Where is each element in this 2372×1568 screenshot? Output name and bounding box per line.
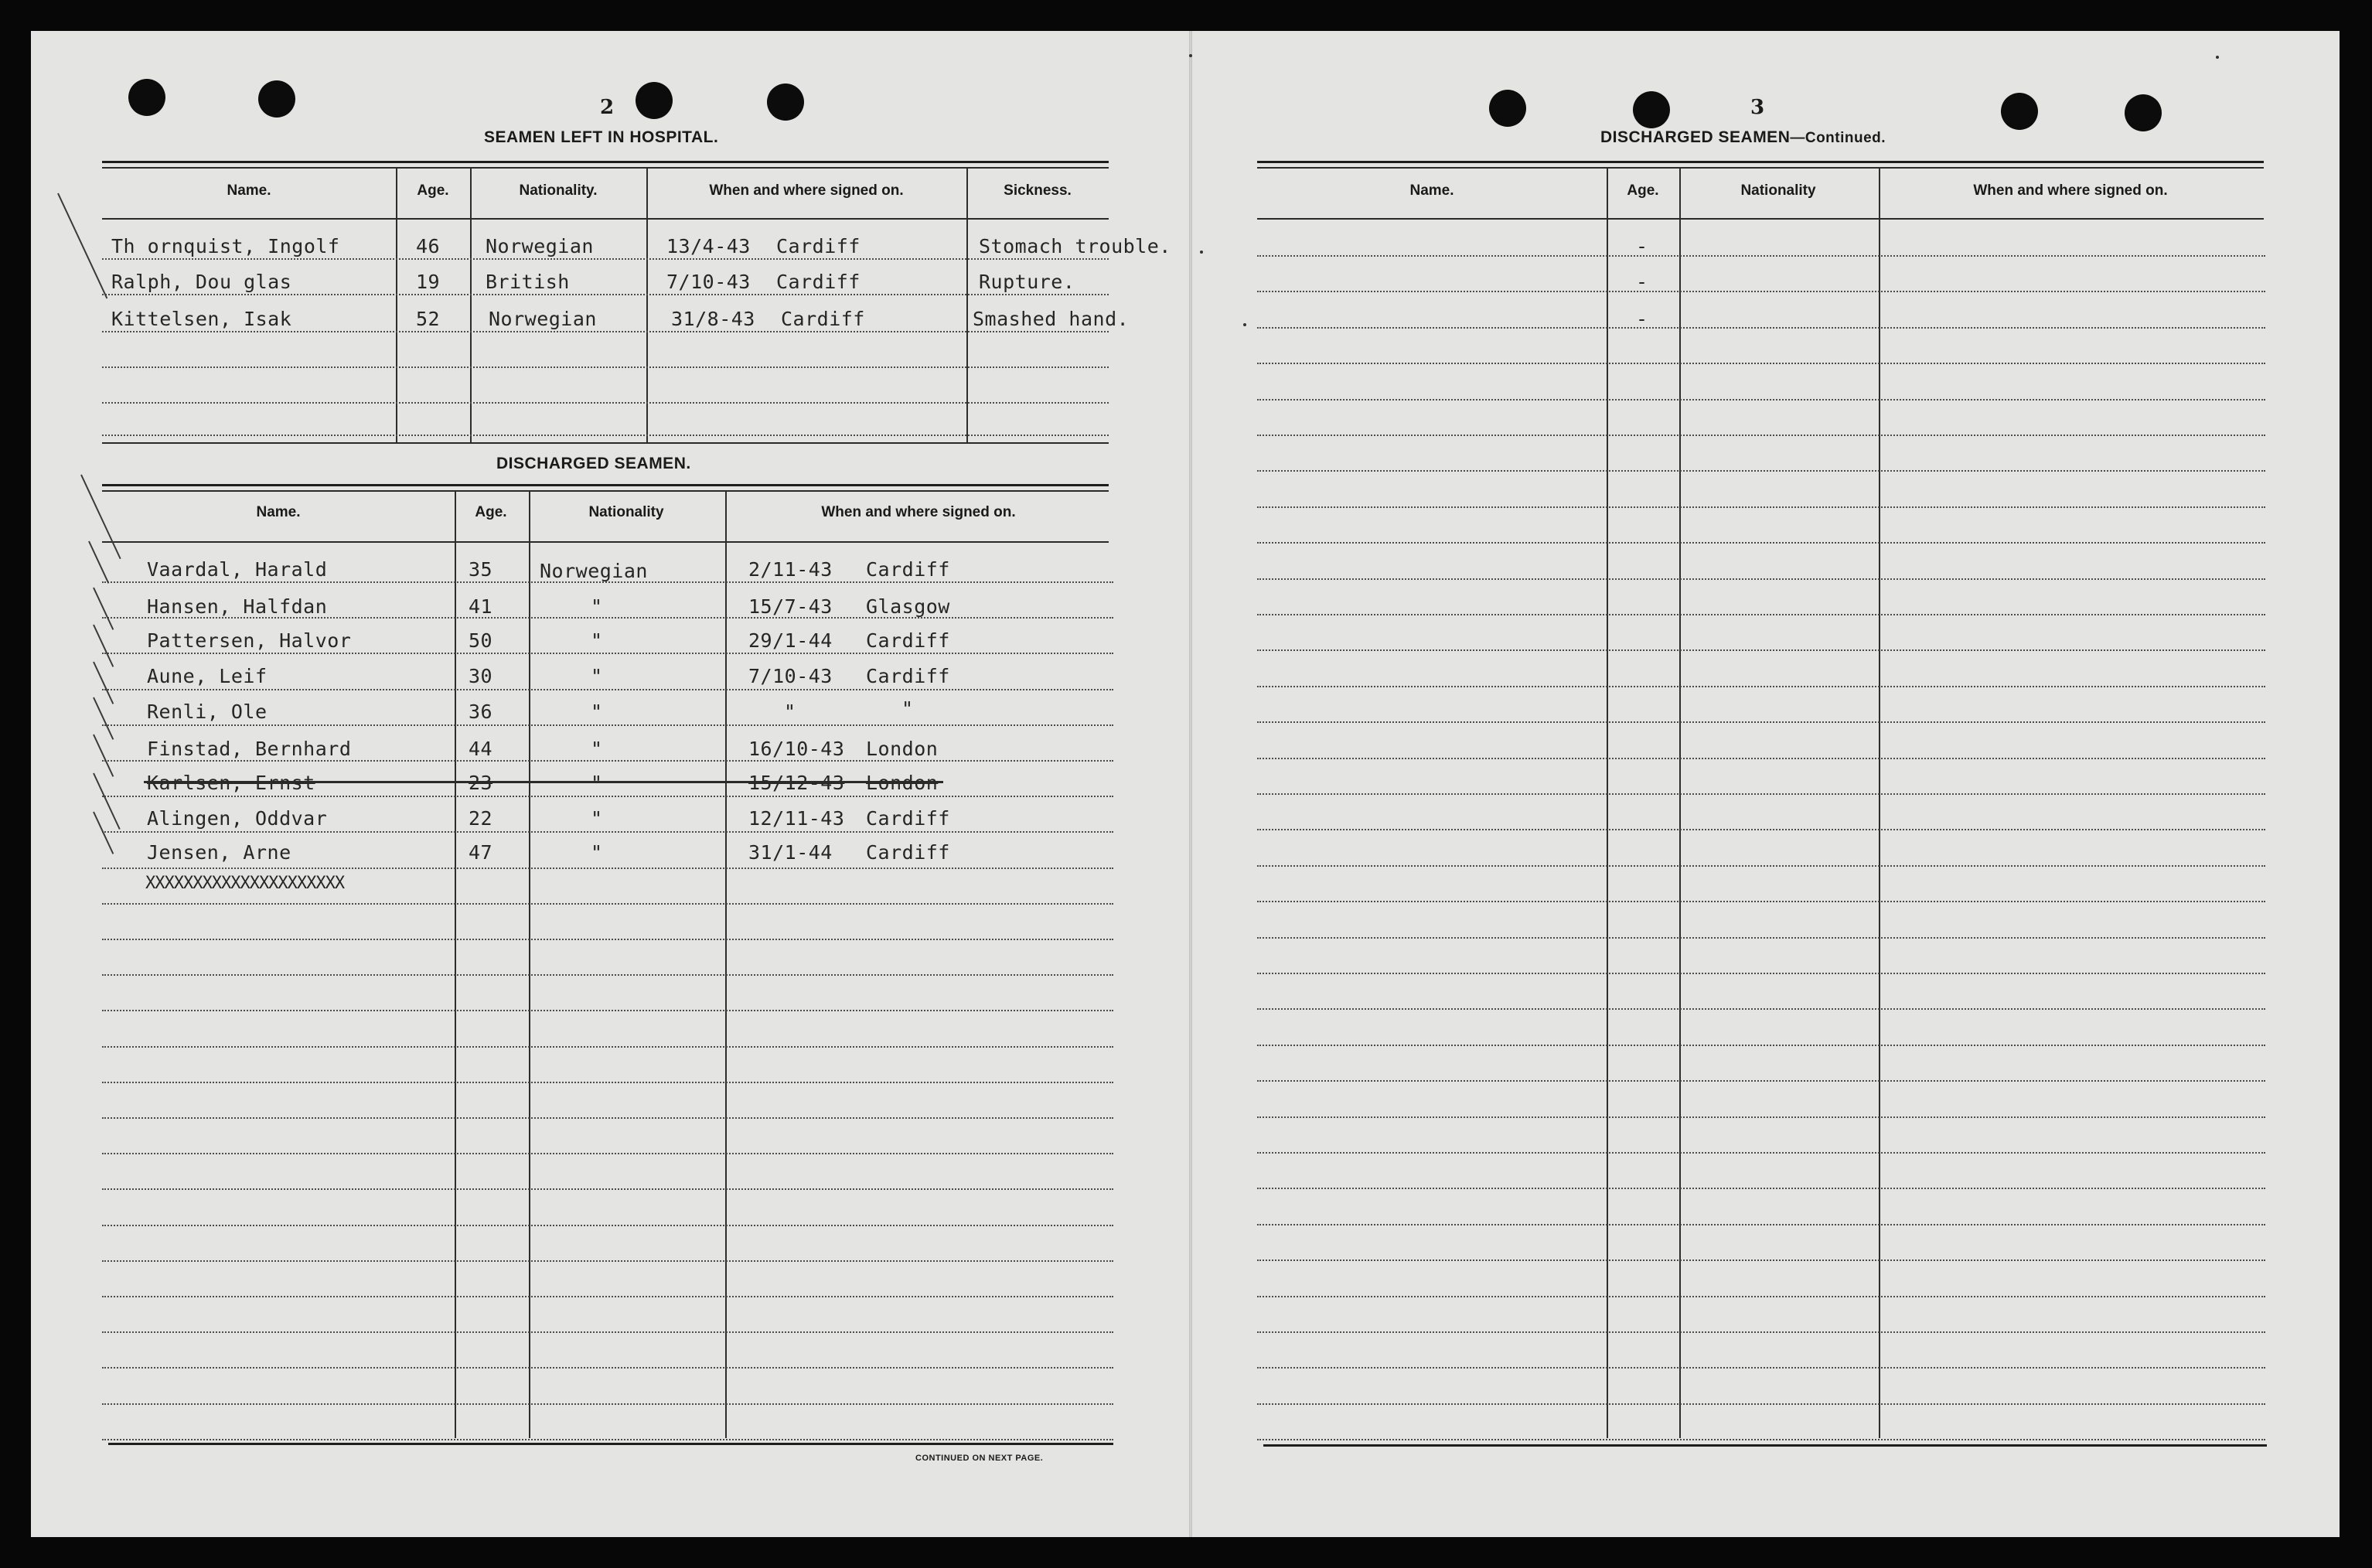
discharged-age: 50: [469, 629, 493, 652]
discharged-top-rule-2: [102, 490, 1109, 492]
ruled-line: [1257, 1367, 2265, 1369]
hospital-divider: [966, 169, 968, 442]
ruled-line: [1257, 1152, 2265, 1154]
hospital-header-rule: [102, 218, 1109, 220]
discharged-nationality: ": [591, 665, 603, 687]
discharged-col-signed-on: When and where signed on.: [821, 504, 1016, 520]
crossed-out-line: XXXXXXXXXXXXXXXXXXXXX: [145, 874, 345, 893]
hospital-signed-place: Cardiff: [776, 271, 861, 293]
ruled-line: [1257, 435, 2265, 436]
discharged-name: Alingen, Oddvar: [147, 807, 328, 830]
discharged-nationality: ": [591, 595, 603, 618]
right-page-number: 3: [1750, 96, 1765, 119]
ruled-line: [1257, 542, 2265, 544]
right-divider: [1679, 169, 1681, 1438]
page-fold: [1189, 31, 1192, 1537]
right-top-rule-2: [1257, 167, 2264, 169]
ruled-line: [1257, 686, 2265, 687]
hospital-nationality: Norwegian: [489, 308, 597, 330]
right-bottom-rule: [1263, 1444, 2267, 1447]
discharged-col-age: Age.: [475, 504, 507, 520]
ruled-line: [102, 1117, 1113, 1119]
hospital-ruled-line: [102, 366, 1109, 368]
hospital-age: 46: [416, 235, 441, 257]
hospital-ruled-line: [102, 435, 1109, 436]
discharged-header-rule: [102, 541, 1109, 543]
discharged-name: Renli, Ole: [147, 700, 268, 723]
discharged-age: 36: [469, 700, 493, 723]
right-divider: [1879, 169, 1880, 1438]
discharged-signed-date: 2/11-43: [748, 558, 833, 581]
right-age-mark: -: [1636, 308, 1648, 330]
hospital-signed-place: Cardiff: [776, 235, 861, 257]
discharged-age: 30: [469, 665, 493, 687]
ruled-line: [1257, 901, 2265, 902]
ruled-line: [1257, 1188, 2265, 1189]
hospital-ruled-line: [102, 402, 1109, 404]
ruled-line: [102, 939, 1113, 940]
ruled-line: [1257, 1045, 2265, 1046]
right-page: [1191, 31, 2340, 1537]
right-col-age: Age.: [1627, 182, 1659, 199]
right-col-signed-on: When and where signed on.: [1973, 182, 2168, 199]
ruled-line: [102, 1188, 1113, 1190]
ruled-line: [1257, 1260, 2265, 1261]
ruled-line: [102, 1082, 1113, 1083]
discharged-signed-place: Cardiff: [866, 665, 950, 687]
paper-speck: [1200, 251, 1203, 254]
ruled-line: [1257, 1403, 2265, 1405]
hospital-name: Th ornquist, Ingolf: [111, 235, 340, 257]
ruled-line: [1257, 578, 2265, 580]
hospital-col-sickness: Sickness.: [1004, 182, 1072, 199]
ruled-line: [1257, 1439, 2265, 1440]
hospital-sickness: Stomach trouble.: [979, 235, 1171, 257]
discharged-top-rule: [102, 484, 1109, 486]
discharged-signed-date: ": [784, 700, 796, 723]
ruled-line: [102, 1403, 1113, 1405]
hospital-ruled-line: [102, 331, 1109, 332]
right-page-title-main: DISCHARGED SEAMEN: [1600, 128, 1791, 146]
discharged-signed-place-struck: London: [866, 772, 939, 794]
discharged-signed-place: London: [866, 738, 939, 760]
hospital-nationality: British: [486, 271, 570, 293]
discharged-signed-place: ": [901, 697, 914, 720]
continued-footer: CONTINUED ON NEXT PAGE.: [915, 1454, 1044, 1463]
discharged-name: Hansen, Halfdan: [147, 595, 328, 618]
ruled-line: [102, 974, 1113, 976]
discharged-signed-date: 16/10-43: [748, 738, 845, 760]
ruled-line: [1257, 1296, 2265, 1297]
ruled-line: [102, 1010, 1113, 1011]
discharged-nationality: ": [591, 841, 603, 864]
ruled-line: [1257, 865, 2265, 867]
discharged-nationality: ": [591, 738, 603, 760]
ruled-line: [102, 1260, 1113, 1262]
discharged-signed-place: Cardiff: [866, 629, 950, 652]
right-divider: [1607, 169, 1608, 1438]
ruled-line: [1257, 327, 2265, 329]
hospital-nationality: Norwegian: [486, 235, 594, 257]
hospital-age: 19: [416, 271, 441, 293]
hospital-ruled-line: [102, 294, 1109, 295]
ruled-line: [102, 1046, 1113, 1048]
ruled-line: [1257, 506, 2265, 508]
ruled-line: [1257, 255, 2265, 257]
discharged-age: 22: [469, 807, 493, 830]
left-page-number: 2: [600, 96, 615, 119]
discharged-signed-date: 31/1-44: [748, 841, 833, 864]
discharged-nationality: Norwegian: [540, 560, 648, 582]
hospital-col-signed-on: When and where signed on.: [709, 182, 904, 199]
ruled-line: [1257, 649, 2265, 651]
ruled-line: [102, 653, 1113, 654]
discharged-signed-place: Cardiff: [866, 558, 950, 581]
discharged-age-struck: 23: [469, 772, 493, 794]
punch-hole: [128, 79, 165, 116]
discharged-name: Pattersen, Halvor: [147, 629, 352, 652]
ruled-line: [1257, 1331, 2265, 1333]
discharged-name: Aune, Leif: [147, 665, 268, 687]
right-age-mark: -: [1636, 235, 1648, 257]
hospital-col-age: Age.: [417, 182, 449, 199]
hospital-title: SEAMEN LEFT IN HOSPITAL.: [484, 128, 719, 146]
hospital-bottom-rule: [102, 442, 1109, 444]
discharged-name-struck: Karlsen, Ernst: [147, 772, 315, 794]
ruled-line: [1257, 470, 2265, 472]
hospital-divider: [396, 169, 397, 442]
paper-speck: [2216, 56, 2219, 59]
strike-through-line: [144, 781, 943, 783]
right-page-title: [1600, 128, 1886, 147]
discharged-col-nationality: Nationality: [588, 504, 664, 520]
right-col-name: Name.: [1409, 182, 1454, 199]
ruled-line: [1257, 973, 2265, 974]
ruled-line: [1257, 1116, 2265, 1118]
discharged-signed-place: Cardiff: [866, 841, 950, 864]
ruled-line: [102, 868, 1113, 869]
ruled-line: [102, 1367, 1113, 1369]
hospital-ruled-line: [102, 258, 1109, 260]
discharged-age: 44: [469, 738, 493, 760]
ruled-line: [102, 831, 1113, 833]
discharged-age: 35: [469, 558, 493, 581]
discharged-col-name: Name.: [256, 504, 301, 520]
ruled-line: [1257, 793, 2265, 795]
discharged-name: Vaardal, Harald: [147, 558, 328, 581]
right-header-rule: [1257, 218, 2264, 220]
ruled-line: [102, 1439, 1113, 1440]
discharged-signed-date: 15/7-43: [748, 595, 833, 618]
discharged-signed-date: 29/1-44: [748, 629, 833, 652]
hospital-signed-date: 31/8-43: [671, 308, 755, 330]
punch-hole: [2001, 93, 2038, 130]
punch-hole: [767, 84, 804, 121]
right-top-rule: [1257, 161, 2264, 163]
ruled-line: [1257, 399, 2265, 401]
discharged-signed-place: Glasgow: [866, 595, 950, 618]
ruled-line: [1257, 1224, 2265, 1225]
discharged-age: 47: [469, 841, 493, 864]
hospital-divider: [470, 169, 472, 442]
ruled-line: [1257, 937, 2265, 939]
punch-hole: [636, 82, 673, 119]
hospital-signed-date: 7/10-43: [666, 271, 751, 293]
ruled-line: [102, 724, 1113, 726]
discharged-age: 41: [469, 595, 493, 618]
hospital-sickness: Smashed hand.: [973, 308, 1130, 330]
ruled-line: [102, 1331, 1113, 1333]
discharged-name: Jensen, Arne: [147, 841, 291, 864]
paper-speck: [1189, 54, 1192, 57]
hospital-top-rule-2: [102, 167, 1109, 169]
ruled-line: [102, 1225, 1113, 1226]
punch-hole: [1489, 90, 1526, 127]
discharged-signed-place: Cardiff: [866, 807, 950, 830]
ruled-line: [1257, 1080, 2265, 1082]
hospital-signed-date: 13/4-43: [666, 235, 751, 257]
discharged-nationality: ": [591, 772, 603, 794]
ruled-line: [1257, 829, 2265, 830]
discharged-name: Finstad, Bernhard: [147, 738, 352, 760]
ruled-line: [1257, 758, 2265, 759]
ruled-line: [1257, 291, 2265, 292]
hospital-col-nationality: Nationality.: [519, 182, 598, 199]
hospital-top-rule: [102, 161, 1109, 163]
ruled-line: [102, 760, 1113, 762]
discharged-signed-date: 7/10-43: [748, 665, 833, 687]
discharged-signed-date-struck: 15/12-43: [748, 772, 845, 794]
discharged-nationality: ": [591, 700, 603, 723]
ruled-line: [1257, 614, 2265, 615]
discharged-title: DISCHARGED SEAMEN.: [496, 455, 691, 472]
ruled-line: [1257, 363, 2265, 364]
hospital-age: 52: [416, 308, 441, 330]
punch-hole: [1633, 91, 1670, 128]
paper-speck: [1243, 323, 1246, 326]
ruled-line: [1257, 721, 2265, 723]
discharged-bottom-rule: [108, 1443, 1113, 1445]
ruled-line: [1257, 1008, 2265, 1010]
hospital-col-name: Name.: [227, 182, 271, 199]
ruled-line: [102, 1296, 1113, 1297]
hospital-sickness: Rupture.: [979, 271, 1075, 293]
right-col-nationality: Nationality: [1740, 182, 1816, 199]
ruled-line: [102, 796, 1113, 797]
discharged-nationality: ": [591, 807, 603, 830]
right-age-mark: -: [1636, 271, 1648, 293]
hospital-name: Ralph, Dou glas: [111, 271, 292, 293]
ruled-line: [102, 1153, 1113, 1154]
punch-hole: [258, 80, 295, 118]
ruled-line: [102, 903, 1113, 905]
discharged-nationality: ": [591, 629, 603, 652]
hospital-signed-place: Cardiff: [781, 308, 865, 330]
ruled-line: [102, 689, 1113, 690]
hospital-divider: [646, 169, 648, 442]
right-page-title-suffix: —Continued.: [1790, 130, 1886, 146]
punch-hole: [2125, 94, 2162, 131]
discharged-signed-date: 12/11-43: [748, 807, 845, 830]
hospital-name: Kittelsen, Isak: [111, 308, 292, 330]
